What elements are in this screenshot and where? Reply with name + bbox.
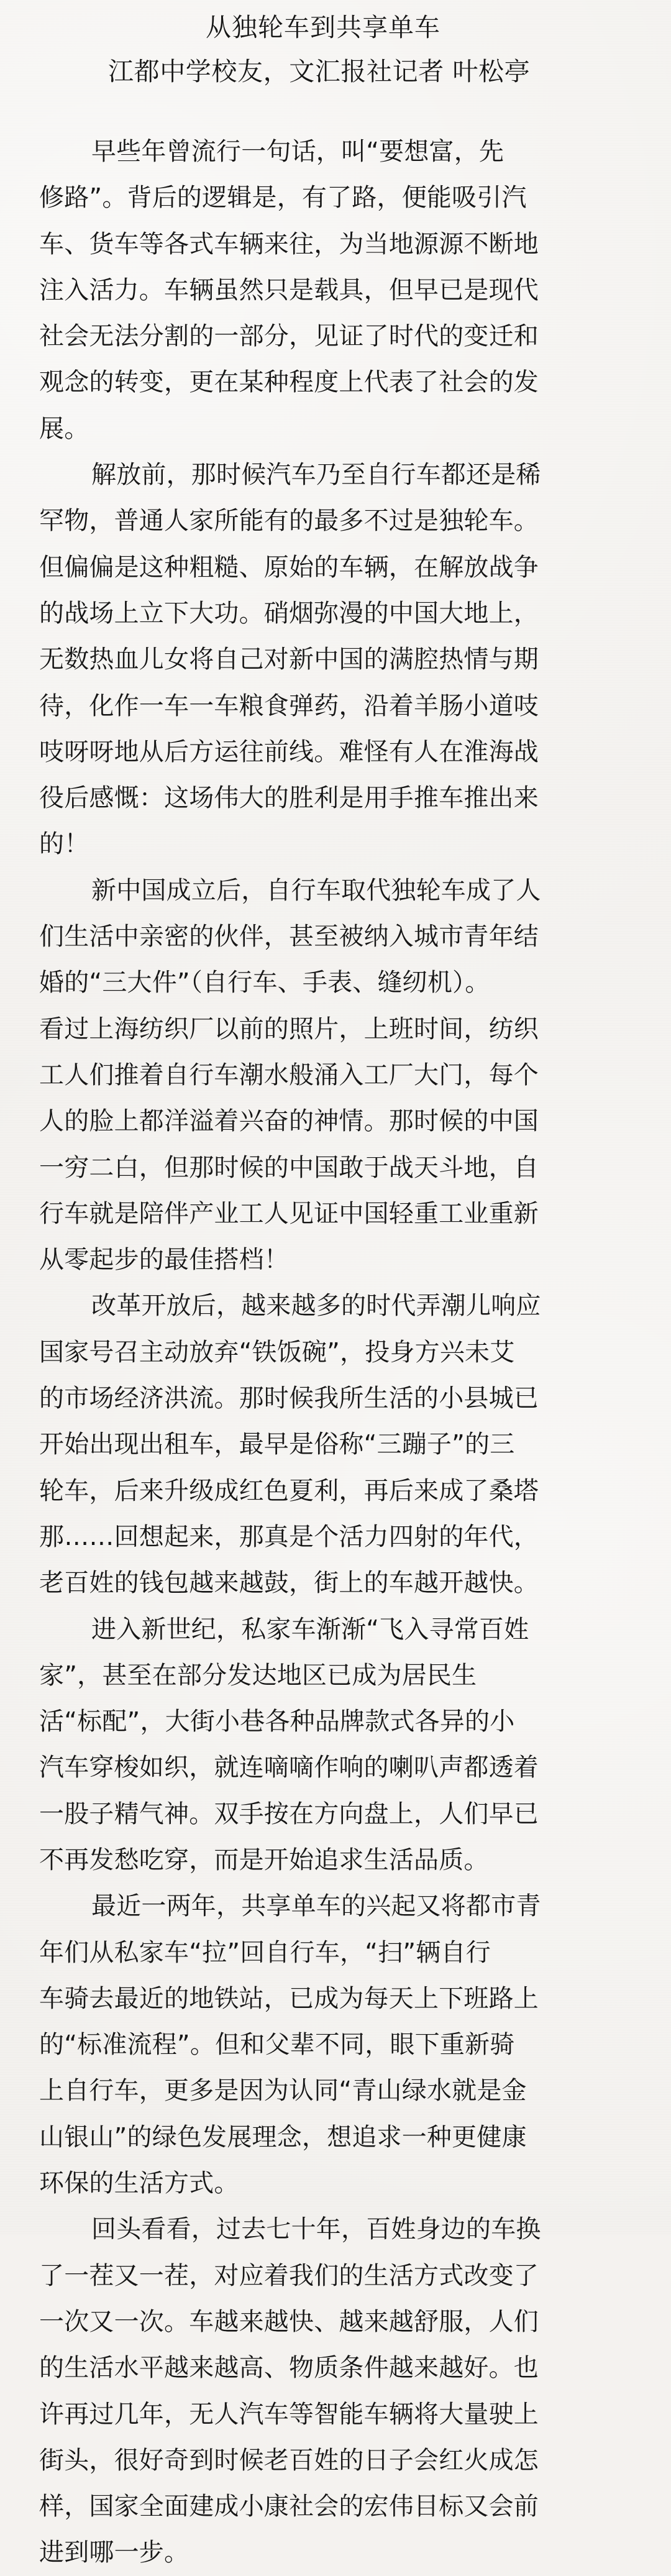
paragraph-1-line-2: 修路”。背后的逻辑是，有了路，便能吸引汽 — [39, 183, 527, 213]
paragraph-3-line-8: 行车就是陪伴产业工人见证中国轻重工业重新 — [39, 1199, 539, 1228]
paragraph-liberation — [39, 452, 631, 868]
paragraph-5-line-5: 一股子精气神。双手按在方向盘上，人们早已 — [39, 1799, 539, 1828]
paragraph-6-line-6: 山银山”的绿色发展理念，想追求一种更健康 — [39, 2122, 527, 2152]
paragraph-4-line-5: 轮车，后来升级成红色夏利，再后来成了桑塔 — [39, 1476, 539, 1505]
paragraph-7-line-4: 的生活水平越来越高、物质条件越来越好。也 — [39, 2354, 539, 2383]
paragraph-3-line-4: 看过上海纺织厂以前的照片，上班时间，纺织 — [39, 1014, 539, 1043]
paragraph-7-line-2: 了一茬又一茬，对应着我们的生活方式改变了 — [39, 2261, 539, 2290]
paragraph-2-line-8: 役后感慨：这场伟大的胜利是用手推车推出来 — [39, 784, 539, 813]
paragraph-5-line-6: 不再发愁吃穿，而是开始追求生活品质。 — [39, 1845, 489, 1874]
paragraph-2-line-1: 解放前，那时候汽车乃至自行车都还是稀 — [91, 461, 541, 490]
paragraph-5-line-2: 家”，甚至在部分发达地区已成为居民生 — [39, 1661, 477, 1690]
paragraph-7-line-7: 样，国家全面建成小康社会的宏伟目标又会前 — [39, 2492, 539, 2521]
paragraph-7-line-8: 进到哪一步。 — [39, 2538, 189, 2567]
paragraph-5-line-1: 进入新世纪，私家车渐渐“飞入寻常百姓 — [91, 1615, 529, 1644]
paragraph-4-line-2: 国家号召主动放弃“铁饭碗”，投身方兴未艾 — [39, 1337, 515, 1367]
paragraph-4-line-4: 开始出现出租车，最早是俗称“三蹦子”的三 — [39, 1430, 515, 1459]
paragraph-3-line-7: 一穷二白，但那时候的中国敢于战天斗地，自 — [39, 1153, 539, 1182]
paragraph-1-line-4: 注入活力。车辆虽然只是载具，但早已是现代 — [39, 275, 539, 305]
paragraph-7-line-3: 一次又一次。车越来越快、越来越舒服，人们 — [39, 2307, 539, 2336]
paragraph-2-line-9: 的！ — [39, 830, 89, 859]
paragraph-4-line-1: 改革开放后，越来越多的时代弄潮儿响应 — [91, 1291, 541, 1321]
paragraph-4-line-3: 的市场经济洪流。那时候我所生活的小县城已 — [39, 1384, 539, 1413]
paragraph-reform — [39, 1283, 631, 1606]
paragraph-2-line-5: 无数热血儿女将自己对新中国的满腔热情与期 — [39, 645, 539, 674]
article-body — [39, 129, 631, 2576]
paragraph-4-line-6: 那……回想起来，那真是个活力四射的年代， — [39, 1522, 539, 1551]
article-title: 从独轮车到共享单车 — [206, 12, 440, 42]
paragraph-3-line-1: 新中国成立后，自行车取代独轮车成了人 — [91, 876, 541, 905]
paragraph-3-line-6: 人的脸上都洋溢着兴奋的神情。那时候的中国 — [39, 1107, 539, 1136]
author-byline: 江都中学校友，文汇报社记者 叶松亭 — [108, 57, 531, 86]
paragraph-3-line-5: 工人们推着自行车潮水般涌入工厂大门，每个 — [39, 1060, 539, 1089]
paragraph-4-line-7: 老百姓的钱包越来越鼓，街上的车越开越快。 — [39, 1569, 539, 1598]
paragraph-3-line-9: 从零起步的最佳搭档！ — [39, 1245, 289, 1275]
paragraph-1-line-7: 展。 — [39, 414, 89, 443]
paragraph-2-line-3: 但偏偏是这种粗糙、原始的车辆，在解放战争 — [39, 552, 539, 582]
paragraph-prewar-road — [39, 129, 631, 452]
paragraph-shared-bikes — [39, 1883, 631, 2206]
paragraph-6-line-1: 最近一两年，共享单车的兴起又将都市青 — [91, 1892, 541, 1921]
paragraph-3-line-2: 们生活中亲密的伙伴，甚至被纳入城市青年结 — [39, 922, 539, 951]
paragraph-6-line-2: 年们从私家车“拉”回自行车，“扫”辆自行 — [39, 1938, 491, 1967]
paragraph-1-line-1: 早些年曾流行一句话，叫“要想富，先 — [91, 137, 504, 166]
paragraph-new-china — [39, 868, 631, 1283]
paragraph-1-line-5: 社会无法分割的一部分，见证了时代的变迁和 — [39, 322, 539, 351]
paragraph-6-line-7: 环保的生活方式。 — [39, 2169, 239, 2198]
paragraph-6-line-3: 车骑去最近的地铁站，已成为每天上下班路上 — [39, 1984, 539, 2013]
paragraph-7-line-1: 回头看看，过去七十年，百姓身边的车换 — [91, 2215, 541, 2244]
paragraph-conclusion — [39, 2206, 631, 2575]
paragraph-2-line-2: 罕物，普通人家所能有的最多不过是独轮车。 — [39, 506, 539, 536]
paragraph-2-line-6: 待，化作一车一车粮食弹药，沿着羊肠小道吱 — [39, 691, 539, 720]
paragraph-3-line-3: 婚的“三大件”（自行车、手表、缝纫机）。 — [39, 968, 490, 997]
paragraph-2-line-4: 的战场上立下大功。硝烟弥漫的中国大地上， — [39, 598, 539, 628]
paragraph-6-line-5: 上自行车，更多是因为认同“青山绿水就是金 — [39, 2076, 527, 2106]
paragraph-7-line-5: 许再过几年，无人汽车等智能车辆将大量驶上 — [39, 2400, 539, 2429]
paragraph-new-century — [39, 1607, 631, 1884]
paragraph-5-line-4: 汽车穿梭如织，就连嘀嘀作响的喇叭声都透着 — [39, 1753, 539, 1782]
paragraph-7-line-6: 街头，很好奇到时候老百姓的日子会红火成怎 — [39, 2445, 539, 2475]
paragraph-5-line-3: 活“标配”，大街小巷各种品牌款式各异的小 — [39, 1707, 515, 1736]
paragraph-6-line-4: 的“标准流程”。但和父辈不同，眼下重新骑 — [39, 2030, 515, 2060]
paragraph-2-line-7: 吱呀呀地从后方运往前线。难怪有人在淮海战 — [39, 737, 539, 766]
paragraph-1-line-6: 观念的转变，更在某种程度上代表了社会的发 — [39, 368, 539, 397]
paragraph-1-line-3: 车、货车等各式车辆来往，为当地源源不断地 — [39, 229, 539, 259]
